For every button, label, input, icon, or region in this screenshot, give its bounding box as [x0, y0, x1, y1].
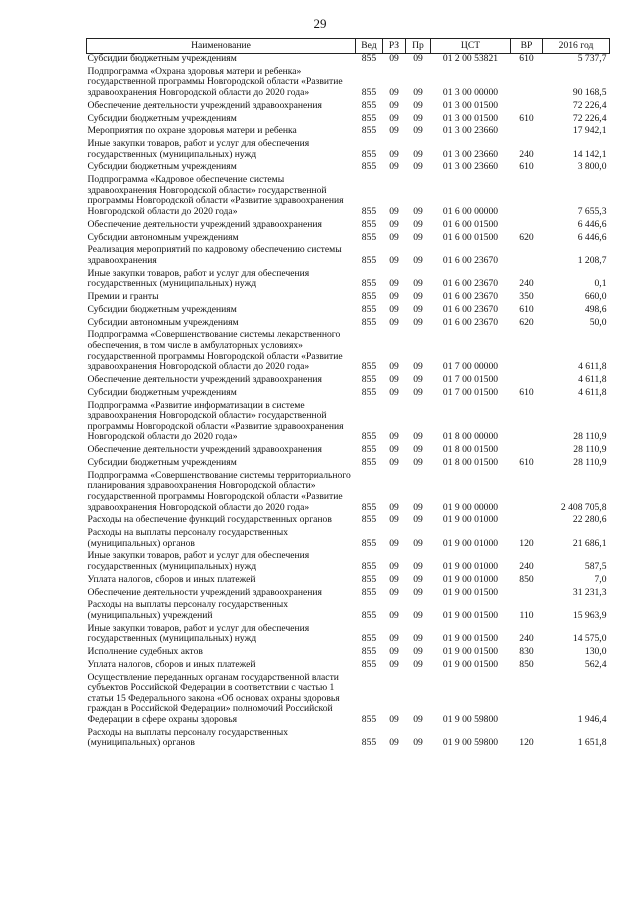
- cell-cst: 01 9 00 01000: [442, 573, 499, 585]
- cell-cst: 01 9 00 00000: [442, 501, 499, 513]
- cell-sum: 72 226,4: [572, 112, 607, 124]
- table-row: [87, 101, 610, 114]
- cell-cst: 01 6 00 01500: [442, 231, 499, 243]
- cell-pr: 09: [413, 53, 423, 64]
- cell-name: Субсидии бюджетным учреждениям: [87, 161, 237, 173]
- header-sum: 2016 год: [543, 39, 610, 54]
- cell-name: Субсидии бюджетным учреждениям: [87, 456, 237, 468]
- cell-pr: 09: [413, 99, 423, 111]
- cell-vr: 610: [519, 456, 534, 468]
- table-row: [87, 330, 610, 375]
- table-row: [87, 600, 610, 623]
- table-row: [87, 54, 610, 67]
- table-row: [87, 220, 610, 233]
- cell-rz: 09: [389, 361, 399, 373]
- cell-cst: 01 9 00 01500: [442, 658, 499, 670]
- cell-name: Иные закупки товаров, работ и услуг для обеспечения государственных (муниципальных) нужд: [87, 550, 310, 573]
- cell-pr: 09: [413, 86, 423, 98]
- cell-rz: 09: [389, 501, 399, 513]
- cell-pr: 09: [413, 125, 423, 137]
- cell-rz: 09: [389, 386, 399, 398]
- page-number: 29: [313, 16, 327, 31]
- cell-sum: 28 110,9: [573, 444, 607, 456]
- cell-rz: 09: [389, 125, 399, 137]
- cell-ved: 855: [361, 231, 377, 243]
- header-rz: РЗ: [383, 39, 406, 54]
- cell-pr: 09: [413, 737, 423, 749]
- cell-rz: 09: [389, 291, 399, 303]
- cell-rz: 09: [389, 86, 399, 98]
- cell-cst: 01 8 00 01500: [442, 456, 499, 468]
- cell-ved: 855: [361, 303, 377, 315]
- cell-ved: 855: [361, 99, 377, 111]
- table-row: [87, 647, 610, 660]
- cell-cst: 01 3 00 01500: [442, 99, 499, 111]
- cell-sum: 31 231,3: [572, 586, 607, 598]
- cell-ved: 855: [361, 537, 377, 549]
- cell-pr: 09: [413, 456, 423, 468]
- budget-table: [86, 38, 610, 751]
- cell-sum: 562,4: [584, 658, 607, 670]
- cell-cst: 01 9 00 01500: [442, 646, 499, 658]
- cell-sum: 498,6: [584, 303, 607, 315]
- cell-rz: 09: [389, 658, 399, 670]
- cell-vr: [511, 67, 543, 101]
- cell-vr: 240: [519, 633, 534, 645]
- cell-rz: 09: [389, 231, 399, 243]
- cell-pr: 09: [413, 431, 423, 443]
- header-ved: Вед: [356, 39, 383, 54]
- cell-sum: 587,5: [584, 561, 607, 573]
- cell-vr: 240: [519, 561, 534, 573]
- cell-rz: 09: [389, 737, 399, 749]
- header-cst: ЦСТ: [431, 39, 511, 54]
- cell-vr: 120: [519, 737, 534, 749]
- table-row: [87, 67, 610, 101]
- cell-vr: 240: [519, 278, 534, 290]
- cell-cst: 01 3 00 23660: [442, 125, 499, 137]
- cell-ved: 855: [361, 218, 377, 230]
- cell-pr: 09: [413, 658, 423, 670]
- cell-pr: 09: [413, 161, 423, 173]
- cell-pr: 09: [413, 148, 423, 160]
- cell-rz: 09: [389, 431, 399, 443]
- cell-name: Подпрограмма «Охрана здоровья матери и ребенка» государственной программы Новгородской области «Развитие здравоохранения Новгородской области до 2020 года»: [87, 65, 343, 98]
- cell-vr: [511, 588, 543, 601]
- cell-name: Субсидии бюджетным учреждениям: [87, 112, 237, 124]
- cell-cst: 01 3 00 00000: [442, 86, 499, 98]
- cell-cst: 01 8 00 01500: [442, 444, 499, 456]
- cell-rz: 09: [389, 374, 399, 386]
- cell-cst: 01 2 00 53821: [442, 53, 499, 64]
- cell-ved: 855: [361, 573, 377, 585]
- cell-cst: 01 9 00 59800: [442, 737, 499, 749]
- cell-pr: 09: [413, 278, 423, 290]
- cell-pr: 09: [413, 218, 423, 230]
- cell-rz: 09: [389, 646, 399, 658]
- cell-name: Расходы на обеспечение функций государственных органов: [87, 514, 332, 526]
- cell-pr: 09: [413, 291, 423, 303]
- table-row: [87, 139, 610, 162]
- cell-name: Иные закупки товаров, работ и услуг для обеспечения государственных (муниципальных) нужд: [87, 267, 310, 290]
- cell-rz: 09: [389, 303, 399, 315]
- cell-rz: 09: [389, 714, 399, 726]
- table-row: [87, 728, 610, 751]
- cell-pr: 09: [413, 374, 423, 386]
- cell-vr: 620: [519, 231, 534, 243]
- cell-cst: 01 7 00 00000: [442, 361, 499, 373]
- cell-pr: 09: [413, 573, 423, 585]
- cell-pr: 09: [413, 444, 423, 456]
- table-row: [87, 245, 610, 268]
- cell-rz: 09: [389, 586, 399, 598]
- header-pr: Пр: [406, 39, 431, 54]
- cell-sum: 6 446,6: [577, 218, 607, 230]
- cell-ved: 855: [361, 374, 377, 386]
- cell-sum: 21 686,1: [572, 537, 607, 549]
- table-row: [87, 673, 610, 728]
- cell-sum: 22 280,6: [572, 514, 607, 526]
- cell-ved: 855: [361, 431, 377, 443]
- cell-rz: 09: [389, 316, 399, 328]
- cell-cst: 01 6 00 23670: [442, 316, 499, 328]
- cell-cst: 01 9 00 59800: [442, 714, 499, 726]
- cell-cst: 01 9 00 01000: [442, 514, 499, 526]
- cell-cst: 01 8 00 00000: [442, 431, 499, 443]
- cell-ved: 855: [361, 206, 377, 218]
- cell-sum: 90 168,5: [572, 86, 607, 98]
- cell-pr: 09: [413, 586, 423, 598]
- cell-sum: 17 942,1: [572, 125, 607, 137]
- table-row: [87, 551, 610, 574]
- cell-ved: 855: [361, 658, 377, 670]
- cell-rz: 09: [389, 278, 399, 290]
- table-row: [87, 388, 610, 401]
- cell-pr: 09: [413, 714, 423, 726]
- cell-name: Иные закупки товаров, работ и услуг для обеспечения государственных (муниципальных) нужд: [87, 138, 310, 160]
- cell-ved: 855: [361, 501, 377, 513]
- cell-ved: 855: [361, 714, 377, 726]
- table-header-row: [87, 39, 610, 54]
- cell-vr: [511, 515, 543, 528]
- cell-vr: 830: [519, 646, 534, 658]
- cell-ved: 855: [361, 456, 377, 468]
- cell-rz: 09: [389, 53, 399, 64]
- cell-sum: 4 611,8: [578, 361, 607, 373]
- cell-rz: 09: [389, 537, 399, 549]
- cell-sum: 2 408 705,8: [560, 501, 607, 513]
- cell-pr: 09: [413, 361, 423, 373]
- cell-vr: [511, 375, 543, 388]
- cell-sum: 28 110,9: [573, 456, 607, 468]
- cell-ved: 855: [361, 254, 377, 266]
- cell-sum: 15 963,9: [572, 609, 607, 621]
- cell-cst: 01 6 00 23670: [442, 278, 499, 290]
- cell-sum: 660,0: [584, 291, 607, 303]
- cell-ved: 855: [361, 361, 377, 373]
- cell-ved: 855: [361, 316, 377, 328]
- table-row: [87, 305, 610, 318]
- cell-vr: [511, 245, 543, 268]
- cell-name: Расходы на выплаты персоналу государственных (муниципальных) органов: [87, 527, 289, 549]
- cell-name: Субсидии бюджетным учреждениям: [87, 303, 237, 315]
- cell-ved: 855: [361, 609, 377, 621]
- cell-vr: 110: [519, 609, 534, 621]
- cell-pr: 09: [413, 231, 423, 243]
- cell-sum: 7,0: [594, 573, 607, 585]
- cell-cst: 01 9 00 01000: [442, 561, 499, 573]
- table-row: [87, 528, 610, 551]
- cell-pr: 09: [413, 514, 423, 526]
- cell-pr: 09: [413, 646, 423, 658]
- cell-sum: 4 611,8: [578, 386, 607, 398]
- cell-cst: 01 9 00 01500: [442, 633, 499, 645]
- cell-rz: 09: [389, 148, 399, 160]
- cell-cst: 01 3 00 01500: [442, 112, 499, 124]
- cell-vr: 610: [519, 112, 534, 124]
- cell-ved: 855: [361, 161, 377, 173]
- cell-pr: 09: [413, 537, 423, 549]
- cell-vr: 620: [519, 316, 534, 328]
- cell-vr: 610: [519, 386, 534, 398]
- cell-vr: [511, 471, 543, 516]
- cell-vr: [511, 126, 543, 139]
- cell-sum: 1 208,7: [577, 254, 607, 266]
- table-row: [87, 175, 610, 220]
- table-row: [87, 660, 610, 673]
- cell-cst: 01 6 00 23670: [442, 303, 499, 315]
- cell-name: Обеспечение деятельности учреждений здравоохранения: [87, 374, 322, 386]
- cell-vr: [511, 175, 543, 220]
- cell-cst: 01 7 00 01500: [442, 374, 499, 386]
- cell-vr: [511, 220, 543, 233]
- cell-name: Исполнение судебных актов: [87, 646, 203, 658]
- cell-ved: 855: [361, 646, 377, 658]
- cell-vr: [511, 401, 543, 446]
- table-row: [87, 292, 610, 305]
- cell-rz: 09: [389, 99, 399, 111]
- cell-vr: 610: [519, 161, 534, 173]
- cell-rz: 09: [389, 633, 399, 645]
- cell-sum: 3 800,0: [577, 161, 607, 173]
- cell-vr: 120: [519, 537, 534, 549]
- cell-rz: 09: [389, 456, 399, 468]
- cell-vr: [511, 330, 543, 375]
- cell-ved: 855: [361, 148, 377, 160]
- table-row: [87, 401, 610, 446]
- cell-sum: 0,1: [594, 278, 607, 290]
- cell-name: Реализация мероприятий по кадровому обеспечению системы здравоохранения: [87, 244, 342, 266]
- cell-name: Уплата налогов, сборов и иных платежей: [87, 658, 256, 670]
- cell-rz: 09: [389, 561, 399, 573]
- cell-cst: 01 3 00 23660: [442, 148, 499, 160]
- cell-pr: 09: [413, 206, 423, 218]
- cell-cst: 01 9 00 01000: [442, 537, 499, 549]
- cell-cst: 01 9 00 01500: [442, 609, 499, 621]
- cell-cst: 01 6 00 23670: [442, 291, 499, 303]
- cell-sum: 14 575,0: [572, 633, 607, 645]
- cell-ved: 855: [361, 444, 377, 456]
- cell-name: Обеспечение деятельности учреждений здравоохранения: [87, 586, 322, 598]
- cell-ved: 855: [361, 633, 377, 645]
- cell-sum: 1 651,8: [577, 737, 607, 749]
- table-row: [87, 458, 610, 471]
- cell-vr: 610: [519, 303, 534, 315]
- cell-ved: 855: [361, 586, 377, 598]
- cell-ved: 855: [361, 514, 377, 526]
- cell-pr: 09: [413, 254, 423, 266]
- table-row: [87, 624, 610, 647]
- cell-ved: 855: [361, 125, 377, 137]
- cell-name: Подпрограмма «Развитие информатизации в системе здравоохранения Новгородской области» государственной программы Новгородской области «Развитие здравоохранения Новгородской области до 2020 года»: [87, 399, 344, 443]
- cell-name: Субсидии автономным учреждениям: [87, 316, 239, 328]
- cell-pr: 09: [413, 609, 423, 621]
- cell-sum: 28 110,9: [573, 431, 607, 443]
- cell-rz: 09: [389, 254, 399, 266]
- cell-sum: 1 946,4: [577, 714, 607, 726]
- cell-rz: 09: [389, 573, 399, 585]
- table-row: [87, 471, 610, 516]
- cell-vr: 850: [519, 573, 534, 585]
- cell-name: Премии и гранты: [87, 291, 159, 303]
- cell-pr: 09: [413, 303, 423, 315]
- cell-sum: 4 611,8: [578, 374, 607, 386]
- cell-sum: 50,0: [589, 316, 607, 328]
- table-row: [87, 575, 610, 588]
- cell-pr: 09: [413, 501, 423, 513]
- cell-cst: 01 9 00 01500: [442, 586, 499, 598]
- cell-name: Расходы на выплаты персоналу государственных (муниципальных) учреждений: [87, 599, 289, 621]
- cell-name: Обеспечение деятельности учреждений здравоохранения: [87, 444, 322, 456]
- cell-rz: 09: [389, 514, 399, 526]
- header-vr: ВР: [511, 39, 543, 54]
- cell-ved: 855: [361, 386, 377, 398]
- cell-vr: [511, 673, 543, 728]
- cell-rz: 09: [389, 112, 399, 124]
- cell-name: Субсидии бюджетным учреждениям: [87, 53, 237, 64]
- cell-rz: 09: [389, 161, 399, 173]
- cell-pr: 09: [413, 633, 423, 645]
- cell-vr: 850: [519, 658, 534, 670]
- cell-sum: 7 655,3: [577, 206, 607, 218]
- cell-cst: 01 3 00 23660: [442, 161, 499, 173]
- cell-name: Расходы на выплаты персоналу государственных (муниципальных) органов: [87, 726, 289, 749]
- cell-name: Субсидии автономным учреждениям: [87, 231, 239, 243]
- cell-name: Мероприятия по охране здоровья матери и ребенка: [87, 125, 297, 137]
- cell-name: Уплата налогов, сборов и иных платежей: [87, 573, 256, 585]
- cell-ved: 855: [361, 278, 377, 290]
- cell-ved: 855: [361, 561, 377, 573]
- cell-name: Субсидии бюджетным учреждениям: [87, 386, 237, 398]
- table-row: [87, 375, 610, 388]
- table-row: [87, 269, 610, 292]
- cell-vr: 240: [519, 148, 534, 160]
- table-body: [87, 54, 610, 752]
- cell-ved: 855: [361, 737, 377, 749]
- cell-ved: 855: [361, 112, 377, 124]
- cell-cst: 01 6 00 23670: [442, 254, 499, 266]
- cell-name: Подпрограмма «Совершенствование системы территориального планирования здравоохранения Новгородской области» государственной программы Новгородской области «Развитие здравоохранения Новгородской области до 2020 года»: [87, 469, 351, 513]
- cell-ved: 855: [361, 86, 377, 98]
- cell-cst: 01 6 00 00000: [442, 206, 499, 218]
- cell-name: Подпрограмма «Совершенствование системы лекарственного обеспечения, в том числе в амбулаторных условиях» государственной программы Новгородской области «Развитие здравоохранения Новгородской области до 2020 года»: [87, 329, 343, 373]
- cell-pr: 09: [413, 386, 423, 398]
- cell-sum: 5 737,7: [577, 53, 607, 64]
- cell-vr: 350: [519, 291, 534, 303]
- cell-rz: 09: [389, 218, 399, 230]
- cell-sum: 130,0: [584, 646, 607, 658]
- cell-pr: 09: [413, 112, 423, 124]
- header-name: Наименование: [87, 39, 356, 54]
- cell-name: Подпрограмма «Кадровое обеспечение системы здравоохранения Новгородской области» государственной программы Новгородской области «Развитие здравоохранения Новгородской области до 2020 года»: [87, 174, 344, 218]
- cell-sum: 72 226,4: [572, 99, 607, 111]
- cell-rz: 09: [389, 609, 399, 621]
- cell-ved: 855: [361, 291, 377, 303]
- cell-sum: 6 446,6: [577, 231, 607, 243]
- cell-name: Иные закупки товаров, работ и услуг для обеспечения государственных (муниципальных) нужд: [87, 622, 310, 645]
- cell-name: Обеспечение деятельности учреждений здравоохранения: [87, 99, 322, 111]
- cell-pr: 09: [413, 316, 423, 328]
- cell-ved: 855: [361, 53, 377, 64]
- cell-rz: 09: [389, 206, 399, 218]
- cell-vr: 610: [519, 53, 534, 64]
- cell-sum: 14 142,1: [572, 148, 607, 160]
- cell-rz: 09: [389, 444, 399, 456]
- cell-name: Обеспечение деятельности учреждений здравоохранения: [87, 218, 322, 230]
- cell-name: Осуществление переданных органам государственной власти субъектов Российской Федерации в соответствии с частью 1 статьи 15 Федерального закона «Об основах охраны здоровья граждан в Российской Федерации» полномочий Российской Федерации в сфере охраны здоровья: [87, 671, 340, 726]
- cell-cst: 01 7 00 01500: [442, 386, 499, 398]
- cell-vr: [511, 101, 543, 114]
- cell-cst: 01 6 00 01500: [442, 218, 499, 230]
- cell-pr: 09: [413, 561, 423, 573]
